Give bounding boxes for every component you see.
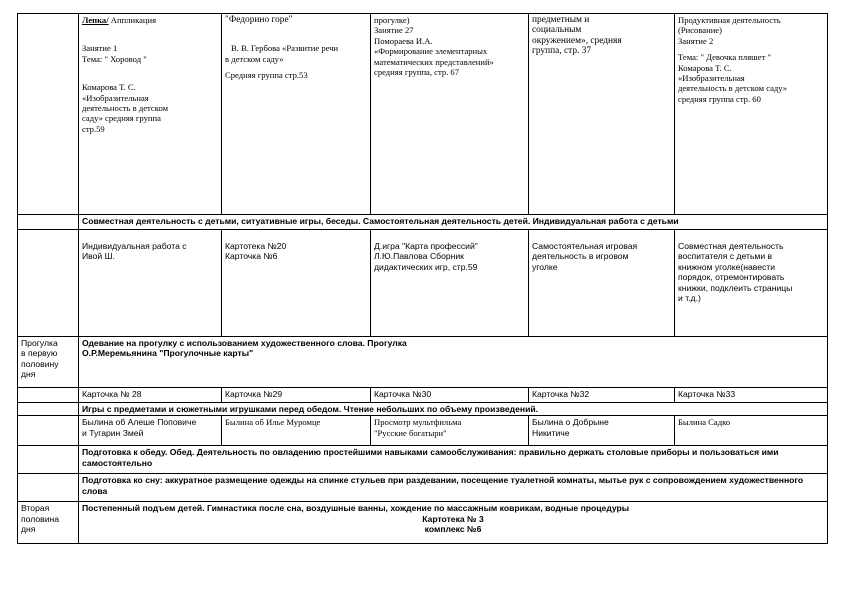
sleep-row [18,474,828,502]
row-label-cell [18,416,79,446]
text-line: книжном уголке(навести [678,261,776,272]
source-line: Комарова Т. С. [82,82,136,93]
sleep-text: Подготовка ко сну: аккуратное размещение одежды на спинке стульев при раздевании, посещение туалетной комнаты, мытье рук с сопровождением художественного слова [79,474,828,502]
row-label-cell [18,215,79,230]
text-line: деятельность в игровом [532,251,629,262]
text-line: Занятие 27 [374,25,414,36]
text-line: Постепенный подъем детей. Гимнастика после сна, воздушные ванны, хождение по массажным коврикам, водные процедуры [82,503,630,514]
text-line: (Рисование) [678,25,722,36]
text-line: Продуктивная деятельность [678,15,781,25]
text-line: книжки, подклеить страницы [678,282,793,293]
text-line: окружением», средняя [532,35,622,46]
individual-cell-3 [371,230,529,337]
text-line: средняя группа, стр. 67 [374,67,460,78]
source-line: деятельность в детском [82,103,169,114]
subject-label: Лепка/ [82,15,109,25]
lesson-cell-3 [371,14,529,215]
card-cell: Карточка №29 [222,388,371,403]
source-line: стр.59 [82,123,105,134]
text-line: Самостоятельная игровая [532,241,638,251]
individual-cell-4 [529,230,675,337]
text-line: и т.д.) [678,293,701,304]
text-line: Совместная деятельность [678,241,784,251]
lesson-title: "Федорино горе" [225,15,293,25]
label-line: дня [21,369,36,380]
row-label-cell [18,446,79,474]
lesson-cell-5 [675,14,828,215]
text-line: Комарова Т. С. [678,62,732,73]
text-line: Д.игра "Карта профессий" [374,241,478,251]
card-cell: Карточка №30 [371,388,529,403]
row-label-cell [18,230,79,337]
card-cell: Карточка №33 [675,388,828,403]
lesson-cell-1 [79,14,222,215]
lesson-number: Занятие 1 [82,43,118,54]
card-line: Картотека № 3 [422,513,484,524]
text-line: предметным и [532,15,590,25]
label-line: в первую [21,348,58,359]
text-line: Картотека №20 [225,241,287,251]
lunch-row [18,446,828,474]
lesson-cell-4 [529,14,675,215]
text-line: Помораева И.А. [374,35,433,46]
label-line: Вторая [21,503,50,514]
reading-cell-4 [529,416,675,446]
text-line: уголке [532,261,558,272]
reading-cell-2: Былина об Илье Муромце [222,416,371,446]
reading-row [18,416,828,446]
text-line: «Изобразительная [678,73,745,84]
lunch-text: Подготовка к обеду. Обед. Деятельность по овладению простейшими навыками самообслуживания: правильно держать столовые приборы и пользоваться ими самостоятельно [79,446,828,474]
text-line: социальным [532,25,582,36]
text-line: Былина об Алеше Поповиче [82,417,197,428]
row-label-cell [18,14,79,215]
afternoon-label-cell [18,502,79,544]
text-line: Былина о Добрыне [532,417,609,428]
text-line: деятельность в детском саду» [678,83,788,94]
text-line: О.Р.Меремьянина "Прогулочные карты" [82,348,254,359]
card-cell: Карточка №32 [529,388,675,403]
text-line: воспитателя с детьми в [678,251,773,262]
reading-cell-5: Былина Садко [675,416,828,446]
cards-row [18,388,828,403]
afternoon-text-cell [79,502,828,544]
text-line: группа, стр. 37 [532,46,592,57]
source-line: саду» средняя группа [82,113,161,124]
text-line: "Русские богатыри" [374,427,447,438]
lesson-theme: Тема: " Хоровод " [82,53,147,64]
text-line: дидактических игр, стр.59 [374,261,478,272]
reading-cell-1 [79,416,222,446]
text-line: Л.Ю.Павлова Сборник [374,251,464,262]
text-line: порядок, отремонтировать [678,272,785,283]
individual-work-row [18,230,828,337]
text-line: математических представлений» [374,56,494,67]
text-line: Индивидуальная работа с [82,241,187,251]
subject-rest: Аппликация [108,15,157,25]
individual-cell-2 [222,230,371,337]
lessons-row [18,14,828,215]
text-line: Карточка №6 [225,251,278,262]
lesson-cell-2 [222,14,371,215]
text-line: «Формирование элементарных [374,46,488,57]
text-line: Одевание на прогулку с использованием художественного слова. Прогулка [82,338,407,348]
label-line: половину [21,358,59,369]
walk-row [18,337,828,388]
complex-line: комплекс №6 [424,524,482,535]
label-line: Прогулка [21,338,58,348]
row-label-cell [18,388,79,403]
joint-activity-text: Совместная деятельность с детьми, ситуативные игры, беседы. Самостоятельная деятельность детей. Индивидуальная работа с детьми [79,215,828,230]
reading-cell-3 [371,416,529,446]
label-line: дня [21,524,36,535]
source-line: «Изобразительная [82,92,149,103]
label-line: половина [21,513,60,524]
source-line: В. В. Гербова «Развитие речи [231,43,339,54]
text-line: Просмотр мультфильма [374,417,462,428]
individual-cell-5 [675,230,828,337]
plan-table [17,13,828,544]
walk-label-cell [18,337,79,388]
text-line: и Тугарин Змей [82,427,144,438]
games-row [18,403,828,416]
source-line: в детском саду» [225,53,284,64]
text-line: Ивой Ш. [82,251,115,262]
afternoon-row [18,502,828,544]
text-line: Никитиче [532,427,570,438]
row-label-cell [18,474,79,502]
text-line: Занятие 2 [678,35,714,46]
individual-cell-1 [79,230,222,337]
text-line: средняя группа стр. 60 [678,93,761,104]
row-label-cell [18,403,79,416]
text-line: прогулке) [374,15,410,25]
walk-text-cell [79,337,828,388]
joint-activity-row [18,215,828,230]
games-text: Игры с предметами и сюжетными игрушками перед обедом. Чтение небольших по объему произведений. [79,403,828,416]
text-line: Тема: " Девочка пляшет " [678,52,771,63]
card-cell: Карточка № 28 [79,388,222,403]
group-line: Средняя группа стр.53 [225,70,308,81]
